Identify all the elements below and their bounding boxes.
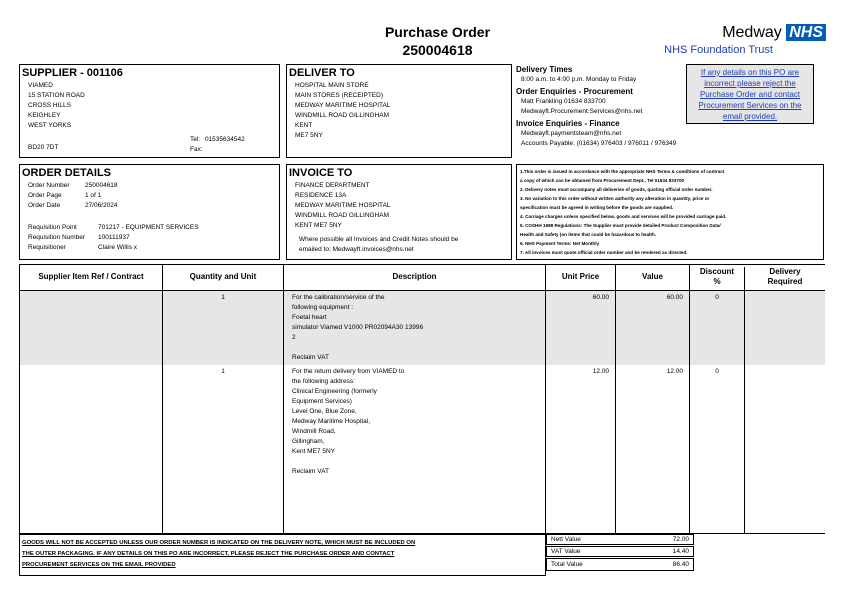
desc-line: 2 bbox=[292, 334, 296, 341]
row-unit-price: 12.00 bbox=[546, 365, 616, 533]
invoice-to-box bbox=[286, 164, 512, 260]
order-value: 250004618 bbox=[85, 182, 118, 189]
requisition-point-row bbox=[28, 223, 199, 233]
row-qty: 1 bbox=[163, 291, 284, 365]
col-description: Description bbox=[284, 265, 546, 290]
col-value: Value bbox=[616, 265, 690, 290]
supplier-address-line: 15 STATION ROAD bbox=[28, 92, 85, 99]
invoice-to-line: MEDWAY MARITIME HOSPITAL bbox=[295, 202, 391, 209]
order-details-box bbox=[19, 164, 280, 260]
desc-line bbox=[292, 457, 537, 467]
deliver-to-line: ME7 5NY bbox=[295, 132, 323, 139]
supplier-postcode: BD20 7DT bbox=[28, 144, 59, 151]
delivery-info bbox=[516, 64, 686, 149]
order-info-rows bbox=[28, 181, 118, 211]
delivery-times: 8:00 a.m. to 4:00 p.m. Monday to Friday bbox=[521, 76, 637, 83]
invoice-note-line: Where possible all Invoices and Credit Notes should be bbox=[299, 236, 459, 243]
totals-box bbox=[546, 534, 694, 571]
desc-line: following equipment : bbox=[292, 304, 354, 311]
order-page-row bbox=[28, 191, 118, 201]
desc-line: Reclaim VAT bbox=[292, 354, 329, 361]
order-date-row bbox=[28, 201, 118, 211]
finance-heading: Invoice Enquiries - Finance bbox=[516, 119, 620, 128]
desc-line: Windmill Road, bbox=[292, 428, 336, 435]
row-discount: 0 bbox=[690, 291, 745, 365]
supplier-heading: SUPPLIER - 001106 bbox=[22, 67, 123, 79]
desc-line: Foetal heart bbox=[292, 314, 327, 321]
delivery-warning bbox=[19, 534, 546, 576]
invoice-to-line: WINDMILL ROAD GILLINGHAM bbox=[295, 212, 390, 219]
row-value: 12.00 bbox=[616, 365, 690, 533]
terms-line: 5. COSHH 1988 Regulations: The Supplier must provide detailed Product Composition Data/ bbox=[520, 223, 721, 228]
total-value: 14.40 bbox=[672, 548, 689, 555]
deliver-to-line: HOSPITAL MAIN STORE bbox=[295, 82, 369, 89]
order-label: Requisition Point bbox=[28, 224, 77, 231]
invoice-note-line: emailed to: Medwayft.invoices@nhs.net bbox=[299, 246, 414, 253]
nett-value-row bbox=[546, 534, 694, 545]
items-table bbox=[19, 264, 825, 534]
table-row bbox=[20, 291, 825, 365]
desc-line: simulator Viamed V1000 PR02094A30 13996 bbox=[292, 324, 424, 331]
row-value: 60.00 bbox=[616, 291, 690, 365]
order-value: 27/06/2024 bbox=[85, 202, 118, 209]
po-number-header: 250004618 bbox=[402, 42, 473, 58]
terms-box bbox=[516, 164, 824, 260]
table-header bbox=[20, 265, 825, 291]
deliver-to-heading: DELIVER TO bbox=[289, 67, 355, 79]
col-delivery: Delivery Required bbox=[767, 267, 803, 286]
terms-line: 4. Carriage charges unless specified below, goods and services will be provided carriage paid. bbox=[520, 214, 727, 219]
deliver-to-box bbox=[286, 64, 512, 158]
delivery-times-heading: Delivery Times bbox=[516, 65, 573, 74]
deliver-to-line: KENT bbox=[295, 122, 313, 129]
deliver-to-line: MAIN STORES (RECEIPTED) bbox=[295, 92, 384, 99]
deliver-to-line: WINDMILL ROAD GILLINGHAM bbox=[295, 112, 390, 119]
total-value-row bbox=[546, 558, 694, 571]
warning-line: GOODS WILL NOT BE ACCEPTED UNLESS OUR ORDER NUMBER IS INDICATED ON THE DELIVERY NOTE, WHICH MUST BE INCLUDED ON bbox=[22, 540, 416, 546]
desc-line: Level One, Blue Zone, bbox=[292, 408, 357, 415]
reject-notice-text: If any details on this PO are incorrect please reject the Purchase Order and contact Procurement Services on the email provided. bbox=[698, 68, 802, 121]
desc-line: Clinical Engineering (formerly bbox=[292, 388, 377, 395]
terms-line: 2. Delivery notes must accompany all deliveries of goods, quoting official order number. bbox=[520, 187, 713, 192]
order-label: Order Number bbox=[28, 182, 70, 189]
supplier-address bbox=[28, 81, 85, 131]
proc-heading: Order Enquiries - Procurement bbox=[516, 87, 633, 96]
terms-line: specification must be agreed in writing before the goods are supplied. bbox=[520, 205, 674, 210]
row-discount: 0 bbox=[690, 365, 745, 533]
total-label: VAT Value bbox=[551, 548, 581, 555]
terms-line: a copy of which can be obtained from Procurement Dept., Tel 01634 833700 bbox=[520, 178, 685, 183]
proc-line: Matt Frankling 01634 833700 bbox=[521, 98, 606, 105]
requisitioner-row bbox=[28, 243, 199, 253]
order-number-row bbox=[28, 181, 118, 191]
col-discount: Discount % bbox=[690, 267, 745, 290]
order-label: Order Page bbox=[28, 192, 62, 199]
terms-line: 7. All invoices must quote official order number and be rendered as directed. bbox=[520, 250, 688, 255]
org-name: Medway bbox=[722, 24, 782, 41]
supplier-address-line: CROSS HILLS bbox=[28, 102, 71, 109]
requisition-number-row bbox=[28, 233, 199, 243]
fax-label: Fax: bbox=[190, 146, 203, 153]
row-delivery bbox=[745, 291, 825, 365]
row-description bbox=[284, 291, 546, 365]
po-title: Purchase Order bbox=[384, 24, 491, 40]
total-value: 86.40 bbox=[672, 561, 689, 568]
supplier-box bbox=[19, 64, 280, 158]
desc-line: For the return delivery from VIAMED to bbox=[292, 368, 405, 375]
order-value: 701217 - EQUIPMENT SERVICES bbox=[98, 224, 199, 231]
desc-line: Medway Maritime Hospital, bbox=[292, 418, 371, 425]
supplier-address-line: KEIGHLEY bbox=[28, 112, 61, 119]
order-label: Requisitioner bbox=[28, 244, 66, 251]
invoice-to-line: KENT ME7 5NY bbox=[295, 222, 342, 229]
finance-line: Medwayft.paymentsteam@nhs.net bbox=[521, 130, 622, 137]
deliver-to-address bbox=[295, 81, 390, 141]
desc-line: Gillingham, bbox=[292, 438, 325, 445]
desc-line: For the calibration/service of the bbox=[292, 294, 385, 301]
finance-line: Accounts Payable: (01634) 976403 / 976011 / 976349 bbox=[521, 140, 677, 147]
nhs-badge: NHS bbox=[786, 24, 826, 41]
reject-notice bbox=[686, 64, 814, 124]
invoice-to-line: FINANCE DEPARTMENT bbox=[295, 182, 370, 189]
supplier-address-line: WEST YORKS bbox=[28, 122, 72, 129]
warning-text bbox=[22, 538, 543, 571]
col-unit-price: Unit Price bbox=[546, 265, 616, 290]
terms-line: 1.This order is issued in accordance with the appropriate NHS Terms & conditions of contract bbox=[520, 169, 725, 174]
trust-name: NHS Foundation Trust bbox=[664, 44, 773, 56]
warning-line: THE OUTER PACKAGING. IF ANY DETAILS ON THIS PO ARE INCORRECT, PLEASE REJECT THE PURCHASE ORDER AND CONTACT bbox=[22, 551, 395, 557]
table-row bbox=[20, 365, 825, 533]
supplier-fax-row bbox=[190, 145, 203, 155]
col-supplier-ref: Supplier Item Ref / Contract bbox=[20, 265, 163, 290]
terms-list bbox=[520, 167, 820, 257]
desc-line: Equipment Services) bbox=[292, 398, 352, 405]
proc-line: Medwayft.Procurement.Services@nhs.net bbox=[521, 108, 643, 115]
row-delivery bbox=[745, 365, 825, 533]
tel-value: 01535634542 bbox=[204, 136, 245, 143]
desc-line: the following address: bbox=[292, 378, 355, 385]
invoice-to-heading: INVOICE TO bbox=[289, 167, 353, 179]
row-description bbox=[284, 365, 546, 533]
order-label: Requisition Number bbox=[28, 234, 86, 241]
total-label: Nett Value bbox=[551, 536, 581, 543]
desc-line bbox=[292, 343, 537, 353]
order-value: Claire Willis x bbox=[98, 244, 137, 251]
col-quantity: Quantity and Unit bbox=[163, 265, 284, 290]
terms-line: 3. No variation to this order without written authority any alteration in quantity, price or bbox=[520, 196, 710, 201]
row-qty: 1 bbox=[163, 365, 284, 533]
invoice-to-line: RESIDENCE 13A bbox=[295, 192, 347, 199]
desc-line: Reclaim VAT bbox=[292, 468, 329, 475]
requisition-rows bbox=[28, 223, 199, 253]
terms-line: Health and Safety (on items that could be hazardous to health. bbox=[520, 232, 657, 237]
order-value: 1 of 1 bbox=[85, 192, 102, 199]
invoice-note bbox=[299, 235, 458, 255]
order-details-heading: ORDER DETAILS bbox=[22, 167, 112, 179]
supplier-address-line: VIAMED bbox=[28, 82, 53, 89]
order-label: Order Date bbox=[28, 202, 61, 209]
tel-label: Tel: bbox=[190, 136, 201, 143]
row-unit-price: 60.00 bbox=[546, 291, 616, 365]
total-value: 72.00 bbox=[672, 536, 689, 543]
row-supplier-ref bbox=[20, 365, 163, 533]
order-value: 100111937 bbox=[98, 234, 130, 241]
row-supplier-ref bbox=[20, 291, 163, 365]
vat-value-row bbox=[546, 546, 694, 557]
deliver-to-line: MEDWAY MARITIME HOSPITAL bbox=[295, 102, 391, 109]
warning-line: PROCUREMENT SERVICES ON THE EMAIL PROVIDED bbox=[22, 562, 176, 568]
total-label: Total Value bbox=[551, 561, 583, 568]
supplier-tel-row bbox=[190, 135, 245, 145]
nhs-logo bbox=[706, 24, 826, 42]
desc-line: Kent ME7 5NY bbox=[292, 448, 335, 455]
invoice-to-address bbox=[295, 181, 390, 231]
terms-line: 6. NHS Payment Terms: Net Monthly bbox=[520, 241, 600, 246]
